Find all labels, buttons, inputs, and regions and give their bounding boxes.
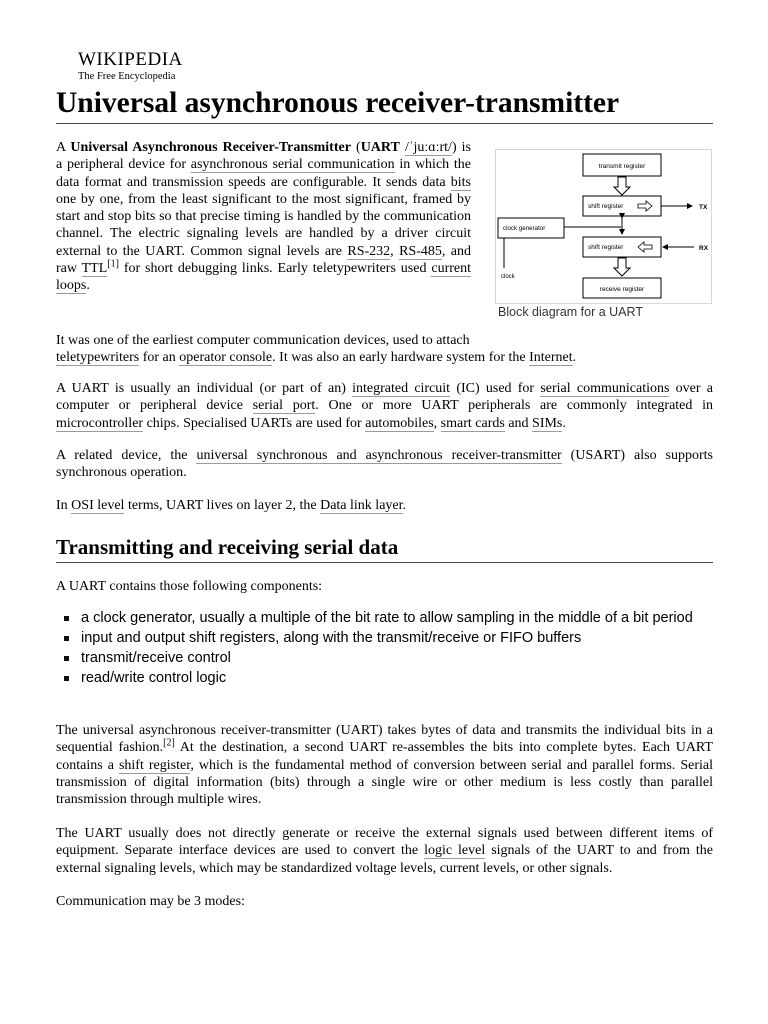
list-item: transmit/receive control xyxy=(62,650,707,667)
paragraph-usart: A related device, the universal synchronous and asynchronous receiver-transmitter (USART) also supports synchronous operation. xyxy=(56,448,713,481)
shift-register-tx-label: shift register xyxy=(588,203,624,210)
rx-label: RX xyxy=(699,245,709,252)
ipa-pronunciation-link[interactable]: /ˈjuːɑːrt/ xyxy=(404,140,452,155)
figure-caption: Block diagram for a UART xyxy=(498,305,643,319)
reference-1[interactable]: [1] xyxy=(107,258,119,270)
clock-label: clock xyxy=(501,274,515,280)
logo-tagline: The Free Encyclopedia xyxy=(78,71,176,82)
link-internet[interactable]: Internet xyxy=(529,350,573,366)
link-automobiles[interactable]: automobiles xyxy=(365,415,434,431)
receive-register-label: receive register xyxy=(599,286,645,293)
paragraph-history-full: It was one of the earliest computer communication devices, used to attach teletypewriters for an operator console. It was also an early hardware system for the Internet. xyxy=(56,332,713,367)
bullet-icon xyxy=(64,656,69,661)
link-asynchronous-serial-communication[interactable]: asynchronous serial communication xyxy=(190,157,395,173)
link-shift-register[interactable]: shift register xyxy=(118,757,191,773)
link-serial-port[interactable]: serial port xyxy=(252,398,316,414)
link-current-loops[interactable]: current loops xyxy=(56,261,472,294)
link-serial-communications[interactable]: serial communications xyxy=(540,381,670,396)
wikipedia-logo[interactable] xyxy=(78,50,183,83)
link-sims[interactable]: SIMs xyxy=(532,415,563,431)
bullet-icon xyxy=(64,616,69,621)
section-heading-transmitting: Transmitting and receiving serial data xyxy=(56,533,713,563)
link-usart[interactable]: universal synchronous and asynchronous receiver-transmitter xyxy=(196,448,562,463)
clock-generator-label: clock generator xyxy=(503,225,546,232)
link-bits[interactable]: bits xyxy=(450,174,471,190)
bullet-icon xyxy=(64,676,69,681)
list-item: read/write control logic xyxy=(62,670,707,687)
bullet-icon xyxy=(64,636,69,641)
paragraph-transmission: The universal asynchronous receiver-transmitter (UART) takes bytes of data and transmits the individual bits in a sequential fashion.[2] At the destination, a second UART re-assembles the bits into complete bytes. Each UART contains a shift register, which is the fundamental method of conversion between serial and parallel forms. Serial transmission of digital information (bits) through a single wire or other medium is less costly than parallel transmission through multiple wires. xyxy=(56,723,713,808)
link-logic-level[interactable]: logic level xyxy=(424,843,486,859)
link-osi-level[interactable]: OSI level xyxy=(71,498,125,513)
list-item: input and output shift registers, along with the transmit/receive or FIFO buffers xyxy=(62,630,707,647)
link-rs-232[interactable]: RS-232 xyxy=(347,243,391,259)
paragraph-signals: The UART usually does not directly generate or receive the external signals used between different items of equipment. Separate interface devices are used to convert the logic level signals of the UART to and from the external signaling levels, which may be standardized voltage levels, current levels, or other signals. xyxy=(56,826,714,876)
page-title: Universal asynchronous receiver-transmitter xyxy=(56,84,713,124)
tx-label: TX xyxy=(699,204,708,211)
link-microcontroller[interactable]: microcontroller xyxy=(56,415,144,431)
article-subject: Universal Asynchronous Receiver-Transmitter xyxy=(70,140,351,155)
down-arrow-icon xyxy=(614,258,630,276)
paragraph-ic: A UART is usually an individual (or part of an) integrated circuit (IC) used for serial communications over a computer or peripheral device serial port. One or more UART peripherals are commonly integrated in microcontroller chips. Specialised UARTs are used for automobiles, smart cards and SIMs. xyxy=(56,381,714,431)
components-lead: A UART contains those following components: xyxy=(56,579,323,594)
link-teletypewriters[interactable]: teletypewriters xyxy=(56,350,140,366)
transmit-register-label: transmit register xyxy=(598,163,646,170)
link-integrated-circuit[interactable]: integrated circuit xyxy=(352,381,451,396)
list-item: a clock generator, usually a multiple of the bit rate to allow sampling in the middle of a bit period xyxy=(62,610,707,627)
shift-register-rx-label: shift register xyxy=(588,244,624,251)
link-data-link-layer[interactable]: Data link layer xyxy=(320,498,403,513)
link-operator-console[interactable]: operator console xyxy=(179,350,273,366)
reference-2[interactable]: [2] xyxy=(163,737,175,749)
paragraph-osi: In OSI level terms, UART lives on layer 2, the Data link layer. xyxy=(56,498,407,513)
link-ttl[interactable]: TTL xyxy=(81,261,108,277)
link-rs-485[interactable]: RS-485 xyxy=(399,243,442,259)
intro-paragraph: A Universal Asynchronous Receiver-Transmitter (UART /ˈjuːɑːrt/) is a peripheral device for asynchronous serial communication in which the data format and transmission speeds are configurable. It sends data bits one by one, from the least significant to the most significant, framed by start and stop bits so that precise timing is handled by the communication channel. The electric signaling levels are handled by a driver circuit external to the UART. Common signal levels are RS-232, RS-485, and raw TTL[1] for short debugging links. Early teletypewriters used current loops. xyxy=(56,140,472,294)
down-arrow-icon xyxy=(614,177,630,195)
paragraph-modes: Communication may be 3 modes: xyxy=(56,894,245,909)
link-smart-cards[interactable]: smart cards xyxy=(440,415,505,431)
abbreviation: UART xyxy=(360,140,400,155)
uart-block-diagram[interactable] xyxy=(495,149,712,304)
diagram-svg xyxy=(496,150,711,303)
components-list xyxy=(62,610,707,690)
logo-wordmark: WIKIPEDIA xyxy=(78,49,183,70)
